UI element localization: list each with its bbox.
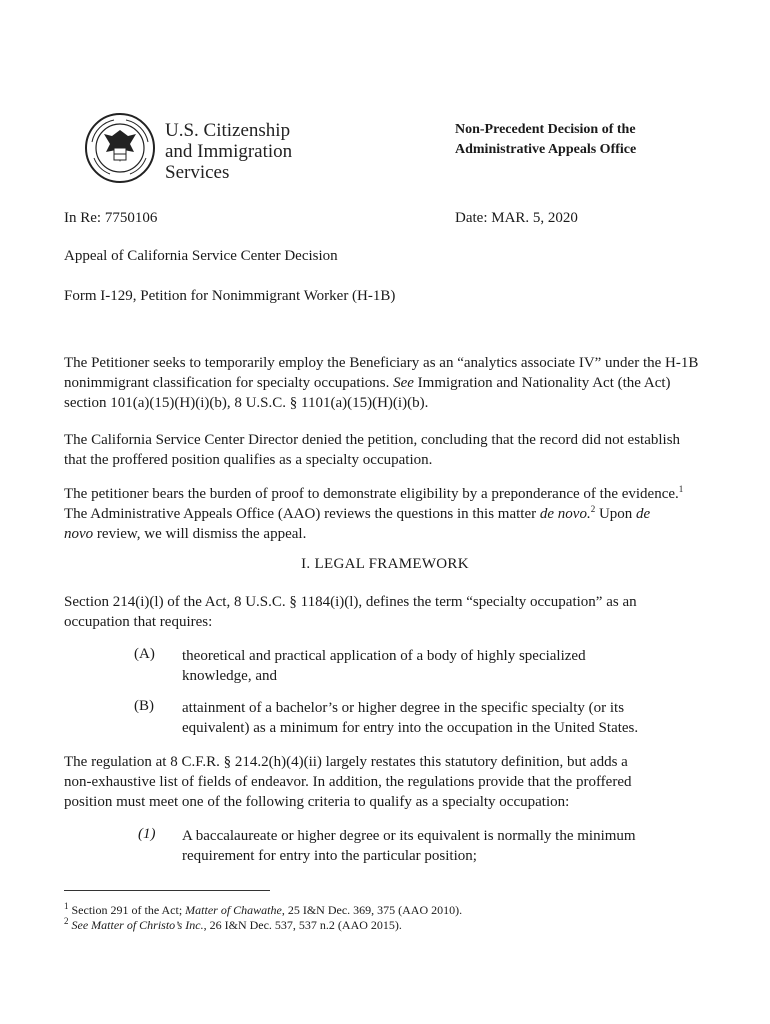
italic-term: de xyxy=(636,506,651,522)
text-line: section 101(a)(15)(H)(i)(b), 8 U.S.C. § 1101(a)(15)(H)(i)(b). xyxy=(64,395,429,411)
text-run: , 26 I&N Dec. 537, 537 n.2 (AAO 2015). xyxy=(203,918,402,932)
citation-signal: See xyxy=(393,375,414,391)
text-line: attainment of a bachelor’s or higher degree in the specific specialty (or its xyxy=(182,700,625,716)
list-item-label: (A) xyxy=(134,646,155,662)
paragraph-denial xyxy=(64,430,704,470)
footnote-marker[interactable]: 1 xyxy=(678,484,684,494)
criterion-number: (1) xyxy=(138,826,156,842)
text-line xyxy=(64,373,704,393)
text-line xyxy=(64,504,704,524)
dhs-seal-icon xyxy=(84,112,156,184)
paragraph-intro xyxy=(64,353,704,413)
text-line: occupation that requires: xyxy=(64,614,213,630)
text-run: Upon xyxy=(595,506,637,522)
text-line: The regulation at 8 C.F.R. § 214.2(h)(4)(ii) largely restates this statutory definition, but adds a xyxy=(64,754,628,770)
in-re-number: In Re: 7750106 xyxy=(64,210,158,226)
list-item-label: (B) xyxy=(134,698,154,714)
agency-line: Services xyxy=(165,162,230,183)
decision-date: Date: MAR. 5, 2020 xyxy=(455,210,578,226)
decision-title-line: Non-Precedent Decision of the xyxy=(455,122,636,137)
footnote-number: 2 xyxy=(64,916,69,926)
criterion-text xyxy=(182,826,636,866)
text-run: Section 291 of the Act; xyxy=(71,903,186,917)
agency-line: U.S. Citizenship xyxy=(165,120,291,141)
text-run: The petitioner bears the burden of proof to demonstrate eligibility by a preponderance of the evidence. xyxy=(64,486,679,502)
footnote-divider xyxy=(64,890,270,891)
text-run: , 25 I&N Dec. 369, 375 (AAO 2010). xyxy=(281,903,463,917)
italic-term: de novo. xyxy=(539,506,591,522)
agency-name xyxy=(165,120,292,183)
decision-title-line: Administrative Appeals Office xyxy=(455,142,637,157)
form-line: Form I-129, Petition for Nonimmigrant Worker (H-1B) xyxy=(64,288,396,304)
list-item-text xyxy=(182,698,638,738)
text-line: The Petitioner seeks to temporarily employ the Beneficiary as an “analytics associate IV” under the H-1B xyxy=(64,355,699,371)
text-line: A baccalaureate or higher degree or its equivalent is normally the minimum xyxy=(182,828,636,844)
text-line: knowledge, and xyxy=(182,668,277,684)
paragraph-regulation xyxy=(64,752,704,812)
text-run: nonimmigrant classification for specialty occupations. xyxy=(64,375,394,391)
text-line: that the proffered position qualifies as a specialty occupation. xyxy=(64,452,433,468)
text-line: theoretical and practical application of a body of highly specialized xyxy=(182,648,586,664)
footnote-2 xyxy=(64,918,402,933)
text-line: position must meet one of the following criteria to qualify as a specialty occupation: xyxy=(64,794,570,810)
appeal-line: Appeal of California Service Center Decision xyxy=(64,248,338,264)
criterion-label xyxy=(138,826,156,843)
text-line: requirement for entry into the particular position; xyxy=(182,848,477,864)
text-line: The California Service Center Director denied the petition, concluding that the record did not establish xyxy=(64,432,681,448)
list-item-text xyxy=(182,646,586,686)
agency-line: and Immigration xyxy=(165,141,293,162)
case-name: See Matter of Christo’s Inc. xyxy=(71,918,204,932)
footnote-1 xyxy=(64,903,462,918)
text-run: review, we will dismiss the appeal. xyxy=(93,526,307,542)
paragraph-burden xyxy=(64,484,704,544)
footnote-number: 1 xyxy=(64,901,69,911)
text-line: Section 214(i)(l) of the Act, 8 U.S.C. § 1184(i)(l), defines the term “specialty occupation” as an xyxy=(64,594,637,610)
paragraph-definition xyxy=(64,592,704,632)
italic-term: novo xyxy=(64,526,94,542)
text-line xyxy=(64,484,704,504)
case-name: Matter of Chawathe xyxy=(185,903,282,917)
text-run: Immigration and Nationality Act (the Act) xyxy=(413,375,671,391)
text-line xyxy=(64,524,704,544)
text-line: equivalent) as a minimum for entry into the occupation in the United States. xyxy=(182,720,639,736)
section-heading: I. LEGAL FRAMEWORK xyxy=(301,556,469,572)
footnote-marker[interactable]: 2 xyxy=(590,504,596,514)
decision-title xyxy=(455,120,636,160)
text-line: non-exhaustive list of fields of endeavor. In addition, the regulations provide that the proffered xyxy=(64,774,632,790)
text-run: The Administrative Appeals Office (AAO) reviews the questions in this matter xyxy=(64,506,540,522)
